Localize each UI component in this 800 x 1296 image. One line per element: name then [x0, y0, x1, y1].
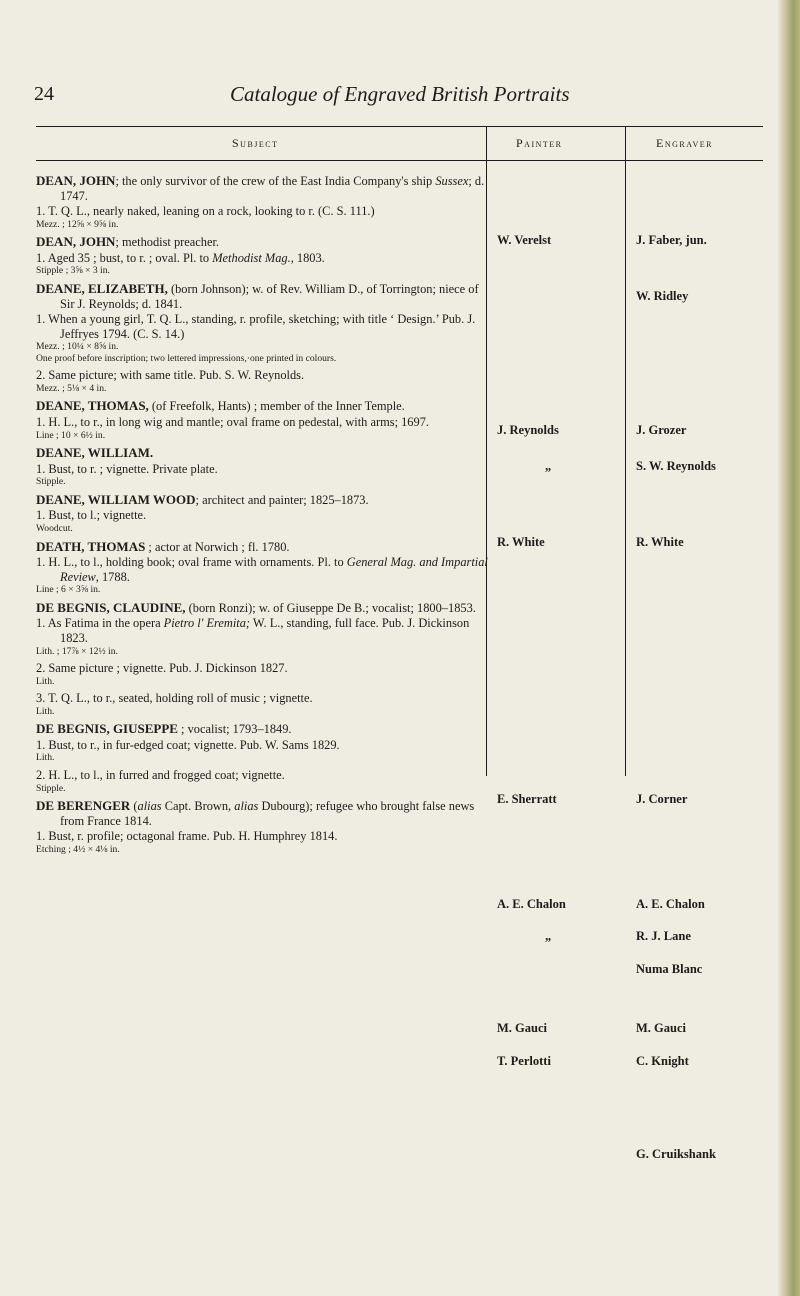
entry-name: DE BERENGER	[36, 798, 131, 814]
engraver-cell: S. W. Reynolds	[636, 459, 716, 473]
entry-name: DEANE, THOMAS,	[36, 398, 149, 414]
entry-name: DEAN, JOHN	[36, 234, 116, 250]
entry-debegnis-giuseppe: DE BEGNIS, GIUSEPPE ; vocalist; 1793–1849. 1. Bust, to r., in fur-edged coat; vignette. Pub. W. Sams 1829. Lith. 2. H. L., to l., in furred and frogged coat; vignette. Stipple.	[36, 722, 488, 794]
item-spec: Lith.	[36, 705, 55, 717]
item-description: 2. Same picture ; vignette. Pub. J. Dickinson 1827.	[36, 661, 288, 676]
header-rule	[36, 160, 763, 161]
item-spec: Woodcut.	[36, 523, 73, 534]
painter-ditto-cell: „	[545, 929, 552, 943]
item-spec: Stipple.	[36, 782, 66, 794]
column-divider-2	[625, 126, 626, 776]
item-spec: Stipple.	[36, 476, 66, 488]
entry-deane-elizabeth: DEANE, ELIZABETH, (born Johnson); w. of Rev. William D., of Torrington; niece of Sir J. Reynolds; d. 1841. 1. When a young girl, T. Q. L., standing, r. profile, sketching; with title ‘ Design.’ Pub. J. Jeffryes 1794. (C. S. 14.) Mezz. ; 10¼ × 8⅝ in. One proof before inscription; two lettered impressions,·one printed in colours. 2. Same picture; with same title. Pub. S. W. Reynolds. Mezz. ; 5⅛ × 4 in.	[36, 282, 488, 394]
column-header-engraver: Engraver	[656, 136, 713, 150]
item-description: 1. H. L., to r., in long wig and mantle; oval frame on pedestal, with arms; 1697.	[36, 415, 429, 430]
engraver-cell: C. Knight	[636, 1054, 689, 1068]
entry-dean-john-sailor: DEAN, JOHN; the only survivor of the crew of the East India Company's ship Sussex; d. 1747. 1. T. Q. L., nearly naked, leaning on a rock, looking to r. (C. S. 111.) Mezz. ; 12⅝ × 9⅝ in.	[36, 174, 488, 230]
entry-deane-thomas: DEANE, THOMAS, (of Freefolk, Hants) ; member of the Inner Temple. 1. H. L., to r., in long wig and mantle; oval frame on pedestal, with arms; 1697. Line ; 10 × 6½ in.	[36, 399, 488, 441]
entry-name: DE BEGNIS, CLAUDINE,	[36, 599, 186, 615]
painter-cell: E. Sherratt	[497, 792, 557, 806]
column-header-subject: Subject	[232, 136, 279, 150]
entry-dean-john-preacher: DEAN, JOHN; methodist preacher. 1. Aged 35 ; bust, to r. ; oval. Pl. to Methodist Mag., 1803. Stipple ; 3⅝ × 3 in.	[36, 235, 488, 277]
item-spec: Mezz. ; 10¼ × 8⅝ in.	[36, 341, 119, 353]
painter-cell: R. White	[497, 535, 545, 549]
engraver-cell: J. Corner	[636, 792, 688, 806]
entry-name: DEANE, WILLIAM.	[36, 445, 154, 461]
item-spec: Mezz. ; 5⅛ × 4 in.	[36, 382, 107, 394]
item-spec: Line ; 6 × 3⅝ in.	[36, 584, 101, 596]
painter-cell: A. E. Chalon	[497, 897, 566, 911]
item-spec: Lith.	[36, 675, 55, 687]
column-header-painter: Painter	[516, 136, 563, 150]
engraver-cell: R. J. Lane	[636, 929, 691, 943]
engraver-cell: J. Faber, jun.	[636, 233, 707, 247]
engraver-cell: G. Cruikshank	[636, 1147, 716, 1161]
item-description: 1. Bust, to l.; vignette.	[36, 508, 147, 523]
item-description: 3. T. Q. L., to r., seated, holding roll of music ; vignette.	[36, 691, 313, 706]
item-description: 1. When a young girl, T. Q. L., standing, r. profile, sketching; with title ‘ Design.’ Pub. J. Jeffryes 1794. (C. S. 14.)	[36, 312, 476, 341]
item-description: 1. Bust, to r., in fur-edged coat; vignette. Pub. W. Sams 1829.	[36, 737, 340, 752]
item-description: 1. Bust, to r. ; vignette. Private plate.	[36, 461, 218, 476]
painter-cell: M. Gauci	[497, 1021, 547, 1035]
item-spec: Etching ; 4½ × 4⅛ in.	[36, 843, 120, 855]
painter-cell: W. Verelst	[497, 233, 552, 247]
item-description: 1. Aged 35 ; bust, to r. ; oval. Pl. to Methodist Mag., 1803.	[36, 250, 325, 265]
entry-name: DEATH, THOMAS	[36, 538, 146, 554]
painter-ditto-cell: „	[545, 459, 552, 473]
item-description: 2. H. L., to l., in furred and frogged coat; vignette.	[36, 767, 285, 782]
engraver-cell: A. E. Chalon	[636, 897, 705, 911]
entry-name: DEANE, ELIZABETH,	[36, 280, 168, 296]
entry-deberenger: DE BERENGER (alias Capt. Brown, alias Dubourg); refugee who brought false news from France 1814. 1. Bust, r. profile; octagonal frame. Pub. H. Humphrey 1814. Etching ; 4½ × 4⅛ in.	[36, 799, 488, 855]
entry-debegnis-claudine: DE BEGNIS, CLAUDINE, (born Ronzi); w. of Giuseppe De B.; vocalist; 1800–1853. 1. As Fatima in the opera Pietro l' Eremita; W. L., standing, full face. Pub. J. Dickinson 1823. Lith. ; 17⅞ × 12½ in. 2. Same picture ; vignette. Pub. J. Dickinson 1827. Lith. 3. T. Q. L., to r., seated, holding roll of music ; vignette. Lith.	[36, 601, 488, 717]
entry-death-thomas: DEATH, THOMAS ; actor at Norwich ; fl. 1780. 1. H. L., to l., holding book; oval frame with ornaments. Pl. to General Mag. and Impartial Review, 1788. Line ; 6 × 3⅝ in.	[36, 538, 488, 596]
painter-cell: J. Reynolds	[497, 423, 559, 437]
item-note: One proof before inscription; two lettered impressions,·one printed in colours.	[36, 352, 337, 364]
running-title: Catalogue of Engraved British Portraits	[230, 82, 570, 106]
item-description: 1. Bust, r. profile; octagonal frame. Pub. H. Humphrey 1814.	[36, 829, 338, 844]
item-spec: Lith.	[36, 752, 55, 764]
item-description: 1. H. L., to l., holding book; oval frame with ornaments. Pl. to General Mag. and Impartial Review, 1788.	[36, 555, 488, 584]
entry-deane-william	[36, 446, 488, 488]
engraver-cell: J. Grozer	[636, 423, 687, 437]
page-number: 24	[34, 83, 54, 105]
item-spec: Line ; 10 × 6½ in.	[36, 429, 106, 441]
subject-column	[36, 174, 488, 860]
entry-name: DE BEGNIS, GIUSEPPE	[36, 721, 178, 737]
item-spec: Stipple ; 3⅝ × 3 in.	[36, 265, 110, 277]
page-edge	[778, 0, 800, 1296]
entry-name: DEAN, JOHN	[36, 173, 116, 188]
entry-name: DEANE, WILLIAM WOOD	[36, 491, 196, 507]
engraver-cell: R. White	[636, 535, 684, 549]
item-spec: Mezz. ; 12⅝ × 9⅝ in.	[36, 218, 119, 230]
engraver-cell: Numa Blanc	[636, 962, 703, 976]
top-rule	[36, 126, 763, 127]
item-description: 1. As Fatima in the opera Pietro l' Eremita; W. L., standing, full face. Pub. J. Dickinson 1823.	[36, 616, 470, 645]
item-description: 2. Same picture; with same title. Pub. S. W. Reynolds.	[36, 368, 305, 383]
item-description: 1. T. Q. L., nearly naked, leaning on a rock, looking to r. (C. S. 111.)	[36, 204, 375, 219]
entry-deane-william-wood: DEANE, WILLIAM WOOD; architect and painter; 1825–1873. 1. Bust, to l.; vignette. Woodcut.	[36, 493, 488, 535]
painter-cell: T. Perlotti	[497, 1054, 551, 1068]
engraver-cell: M. Gauci	[636, 1021, 686, 1035]
engraver-cell: W. Ridley	[636, 289, 689, 303]
item-spec: Lith. ; 17⅞ × 12½ in.	[36, 645, 118, 657]
